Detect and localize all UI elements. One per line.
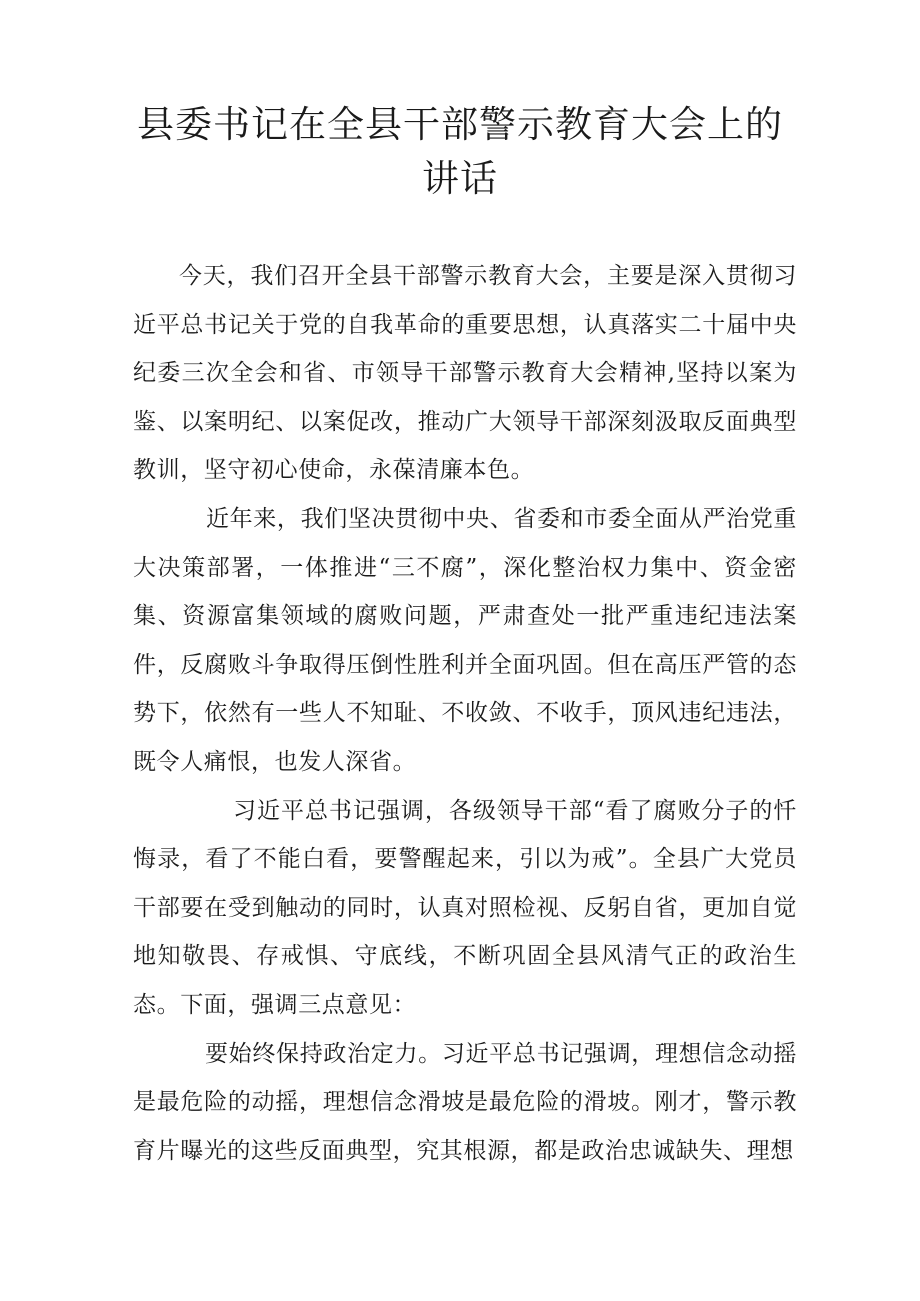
- paragraph: 要始终保持政治定力。习近平总书记强调，理想信念动摇是最危险的动摇，理想信念滑坡是最危险的滑坡。刚才，警示教育片曝光的这些反面典型，究其根源，都是政治忠诚缺失、理想: [133, 1040, 797, 1164]
- paragraph: 近年来，我们坚决贯彻中央、省委和市委全面从严治党重大决策部署，一体推进“三不腐”，深化整治权力集中、资金密集、资源富集领域的腐败问题，严肃查处一批严重违纪违法案件，反腐败斗争取得压倒性胜利并全面巩固。但在高压严管的态势下，依然有一些人不知耻、不收敛、不收手，顶风违纪违法，既令人痛恨，也发人深省。: [133, 505, 797, 775]
- paragraph: 习近平总书记强调，各级领导干部“看了腐败分子的忏悔录，看了不能白看，要警醒起来，引以为戒”。全县广大党员干部要在受到触动的同时，认真对照检视、反躬自省，更加自觉地知敬畏、存戒惧、守底线，不断巩固全县风清气正的政治生态。下面，强调三点意见：: [133, 797, 797, 1018]
- document-body: [133, 252, 797, 1175]
- paragraph: 今天，我们召开全县干部警示教育大会，主要是深入贯彻习近平总书记关于党的自我革命的重要思想，认真落实二十届中央纪委三次全会和省、市领导干部警示教育大会精神,坚持以案为鉴、以案明纪、以案促改，推动广大领导干部深刻汲取反面典型教训，坚守初心使命，永葆清廉本色。: [133, 263, 797, 484]
- document-title: 县委书记在全县干部警示教育大会上的讲话: [137, 103, 783, 200]
